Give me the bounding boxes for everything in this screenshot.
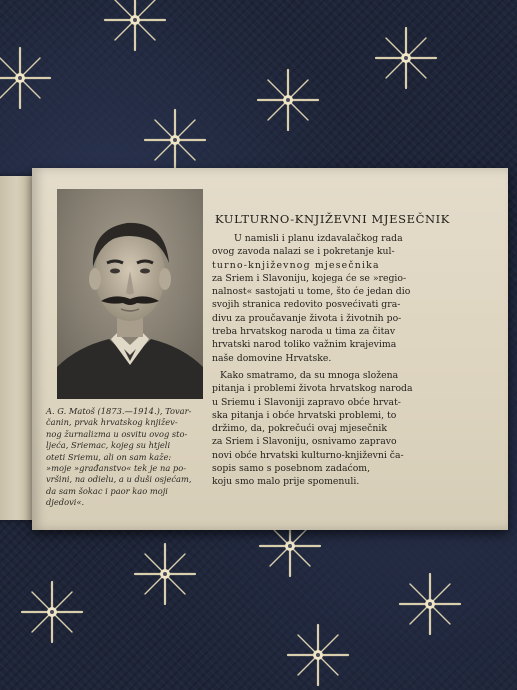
paragraph-2 <box>212 369 413 489</box>
text-line: hrvatski narod toliko važnim krajevima <box>212 339 397 351</box>
caption-line: vršini, na odielu, a u duši osjećam, <box>46 474 192 485</box>
text-line: nalnost« sastojati u tome, što će jedan dio <box>212 286 411 298</box>
text-line: za Sriem i Slavoniju, osnivamo zapravo <box>212 436 397 448</box>
left-page-edge <box>0 176 32 520</box>
star-embroidery-icon <box>17 577 87 647</box>
text-line: pitanja i problemi života hrvatskog naroda <box>212 383 413 395</box>
text-line: koju smo malo prije spomenuli. <box>212 476 360 488</box>
text-line: novi obće hrvatski kulturno-književni ča- <box>212 449 404 461</box>
caption-line: A. G. Matoš (1873.—1914.), Tovar- <box>46 406 192 416</box>
text-line: sopis samo s posebnom zadaćom, <box>212 463 371 475</box>
photo-caption <box>46 406 212 509</box>
star-embroidery-icon <box>283 620 353 690</box>
caption-line: čanin, prvak hrvatskog književ- <box>46 417 178 428</box>
text-line: naše domovine Hrvatske. <box>212 352 332 364</box>
star-embroidery-icon <box>395 569 465 639</box>
article-title: KULTURNO-KNJIŽEVNI MJESEČNIK <box>215 212 450 226</box>
caption-line: »moje »građanstvo« tek je na po- <box>46 463 187 474</box>
article-body <box>212 232 413 489</box>
star-embroidery-icon <box>130 539 200 609</box>
caption-line: da sam šokac i paor kao moji <box>46 485 168 496</box>
star-embroidery-icon <box>0 43 55 113</box>
text-line: u Sriemu i Slavoniji zapravo obće hrvat- <box>212 396 401 408</box>
star-embroidery-icon <box>100 0 170 55</box>
text-line: Kako smatramo, da su mnoga složena <box>220 369 399 381</box>
text-line: U namisli i planu izdavalačkog rada <box>234 233 403 244</box>
text-line: ovog zavoda nalazi se i pokretanje kul- <box>212 246 395 258</box>
portrait-photo <box>57 189 203 399</box>
text-line: svojih stranica redovito posvećivati gra- <box>212 299 401 311</box>
text-line: ska pitanja i obće hrvatski problemi, to <box>212 409 397 421</box>
text-line: za Sriem i Slavoniju, kojega će se »regio- <box>212 272 407 284</box>
caption-line: ljeća, Sriemac, kojeg su htjeli <box>46 440 171 451</box>
text-line: divu za proučavanje života i životnih po- <box>212 312 402 324</box>
star-embroidery-icon <box>253 65 323 135</box>
text-line: turno-književnog mjesečnika <box>212 259 380 271</box>
caption-line: oteti Sriemu, ali on sam kaže: <box>46 451 172 462</box>
portrait-illustration <box>57 189 203 399</box>
paragraph-1 <box>212 232 410 365</box>
caption-line: nog žurnalizma u osvitu ovog sto- <box>46 428 188 439</box>
caption-line: djedovi«. <box>46 497 85 508</box>
star-embroidery-icon <box>371 23 441 93</box>
text-line: držimo, da, pokrečući ovaj mjesečnik <box>212 423 387 435</box>
text-line: treba hrvatskog naroda u tima za čitav <box>212 326 396 338</box>
star-embroidery-icon <box>140 105 210 175</box>
